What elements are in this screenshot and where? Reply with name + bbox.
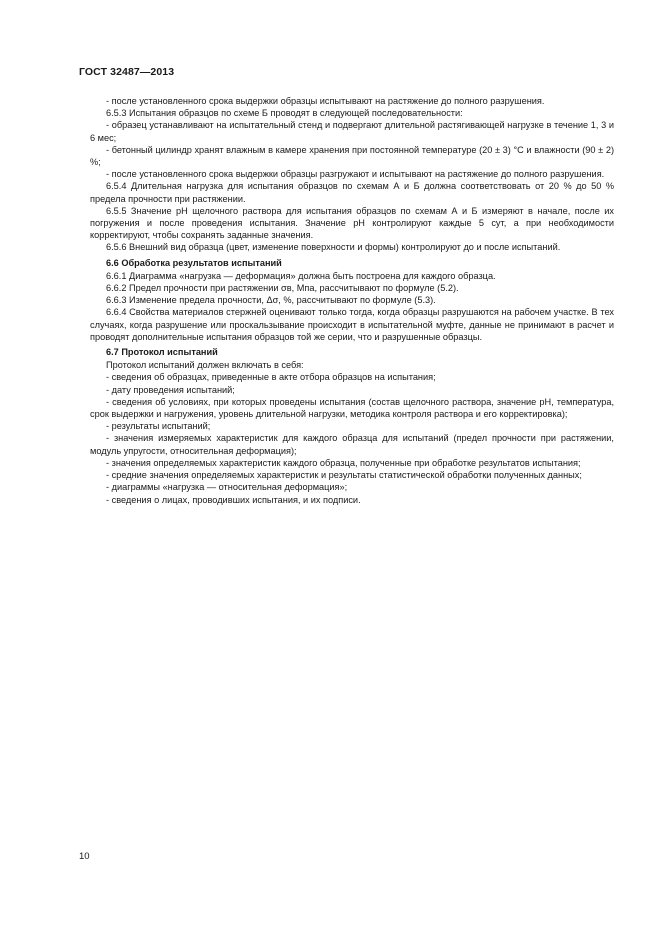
paragraph: 6.5.4 Длительная нагрузка для испытания образцов по схемам А и Б должна соответствовать от 20 % до 50 % предела прочности при растяжении. (90, 181, 614, 204)
paragraph: - средние значения определяемых характеристик и результаты статистической обработки полученных данных; (106, 470, 582, 481)
paragraph: 6.5.5 Значение рН щелочного раствора для испытания образцов по схемам А и Б измеряют в начале, после их погружения и после проведения испытания. Значение рН контролируют каждые 5 сут, а при необходимости корректируют, чтобы сохранять заданные значения. (90, 205, 614, 241)
paragraph: - сведения о лицах, проводивших испытания, и их подписи. (106, 494, 361, 505)
paragraph: - результаты испытаний; (106, 421, 211, 432)
paragraph: - диаграммы «нагрузка — относительная деформация»; (106, 482, 348, 493)
paragraph: - сведения об образцах, приведенные в акте отбора образцов на испытания; (106, 372, 436, 383)
paragraph: 6.5.6 Внешний вид образца (цвет, изменение поверхности и формы) контролируют до и после испытаний. (106, 242, 561, 253)
paragraph: 6.6.4 Свойства материалов стержней оценивают только тогда, когда образцы разрушаются на рабочем участке. В тех случаях, когда разрушение или проскальзывание происходит в испытательной муфте, данные не принимают в расчет и проводят дополнительные испытания образцов той же серии, что и разрушенные образцы. (90, 307, 614, 342)
document-body (90, 95, 614, 506)
paragraph: - после установленного срока выдержки образцы разгружают и испытывают на растяжение до полного разрушения. (106, 169, 605, 180)
document-header: ГОСТ 32487—2013 (79, 66, 175, 78)
paragraph: - сведения об условиях, при которых проведены испытания (состав щелочного раствора, значение рН, температура, срок выдержки и нагружения, уровень длительной нагрузки, методика контроля раствора и его корректировка); (90, 396, 614, 420)
paragraph: - дату проведения испытаний; (106, 384, 235, 395)
paragraph: 6.6.1 Диаграмма «нагрузка — деформация» должна быть построена для каждого образца. (106, 270, 496, 281)
paragraph: - образец устанавливают на испытательный стенд и подвергают длительной растягивающей нагрузке в течение 1, 3 и 6 мес; (90, 120, 614, 143)
paragraph: - значения измеряемых характеристик для каждого образца для испытаний (предел прочности при растяжении, модуль упругости, относительная деформация); (90, 433, 614, 456)
paragraph: Протокол испытаний должен включать в себя: (106, 360, 304, 371)
paragraph: - бетонный цилиндр хранят влажным в камере хранения при постоянной температуре (20 ± 3) °С и влажности (90 ± 2) %; (90, 144, 614, 168)
paragraph: - значения определяемых характеристик каждого образца, полученные при обработке результатов испытания; (106, 457, 581, 468)
paragraph: 6.6.2 Предел прочности при растяжении σв, Мпа, рассчитывают по формуле (5.2). (106, 283, 459, 294)
paragraph: 6.5.3 Испытания образцов по схеме Б проводят в следующей последовательности: (106, 108, 463, 119)
section-heading: 6.7 Протокол испытаний (106, 347, 218, 358)
paragraph: 6.6.3 Изменение предела прочности, Δσ, %, рассчитывают по формуле (5.3). (106, 295, 436, 306)
paragraph: - после установленного срока выдержки образцы испытывают на растяжение до полного разрушения. (106, 96, 545, 106)
section-heading: 6.6 Обработка результатов испытаний (106, 257, 282, 268)
page-number: 10 (79, 851, 90, 862)
